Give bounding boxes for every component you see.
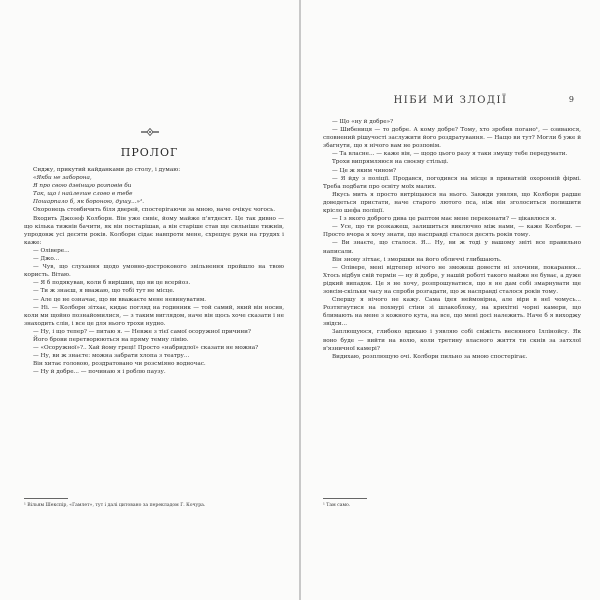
paragraph: — Чув, що слухання щодо умовно-дострокового звільнення пройшло на твою користь. Вітаю. [24,264,284,279]
left-page [0,0,299,600]
chapter-title: ПРОЛОГ [120,146,179,159]
page-number: 9 [568,95,574,104]
paragraph: Якусь мить я просто витріщаюся на нього. Завжди уявляв, що Колборн радше доведеться пристати, наче старого лютого пса, ніж він зголоситься полишити крісло шефа поліції. [323,191,581,215]
paragraph: — Олівере... [33,247,70,254]
paragraph: — Ні. — Колборн зітхає, кидає погляд на годинник — той самий, який він носив, коли ми щойно познайомилися, — з таким виглядом, наче він щось хоче сказати і не знаходить слів, і все це для нього трохи нудно. [24,304,284,327]
ornament-icon [141,128,159,136]
verse-line: «Якби не заборона, [33,175,92,182]
verse-line: Пошарпало б, як бороною, душу...»¹. [33,199,145,206]
footnote: ¹ Вільям Шекспір, «Гамлет», тут і далі цитовано за перекладом Г. Кочура. [24,503,206,508]
paragraph: — «Осоружної»?.. Хай йому греці! Просто «набридлої» сказати не можна? [33,345,259,352]
paragraph: — Я йду з поліції. Продався, погодився на місце в приватній охоронній фірмі. Треба подбати про освіту моїх малих. [323,175,581,190]
footnote-rule [323,498,367,499]
paragraph: Входить Джозеф Колборн. Він уже сивіє, йому майже п'ятдесят. Це так дивно — що кілька тижнів бачити, як він постарішав, а він старіше став ще сильніше тижнів, упродовж усі десяти років. Колборн сідає навпроти мене, схрещує руки на грудях і каже: [24,215,284,246]
paragraph: — Ну, ви ж знаєте: можна забрати хлопа з театру... [33,353,190,360]
chapter-ornament [0,128,299,136]
paragraph: — Я б подякував, коли б вирішив, що ви це всерйоз. [33,280,191,287]
paragraph: Видихаю, розплющую очі. Колборн пильно за мною спостерігає. [332,353,528,360]
paragraph: Трохи випрямляюся на своєму стільці. [332,159,449,166]
paragraph: — Олівере, мені відтепер нічого не зможеш довести ні злочини, покарання... Хтось відбув свій термін — ну й добре, у нашій роботі такого майже не буває, а дуже рідкий випадок. Це я не хочу, розпрошуватися, що я не дам собі змарнувати ще зовсім-скільки часу на спроби розгадати, що ж насправді сталося років тому. [323,264,581,295]
paragraph: — Та власне... — каже він, — щодо цього разу я таки змушу тебе передумати. [332,151,568,158]
paragraph: Він знову зітхає, і зморшки на його обличчі глибшають. [332,256,502,263]
verse-line: Я про свою дзвінщю розповів би [33,183,132,190]
paragraph: — Усе, що ти розкажеш, залишиться виключно між нами, — каже Колборн. — Просто вчора я хочу знати, що насправді сталося десять років тому. [323,224,581,239]
paragraph: — Це ж яким чином? [332,167,397,174]
verse-line: Так, що і найлегше слово в тебе [33,191,133,198]
footnote-rule [24,498,68,499]
paragraph: — Що «ну й добре»? [332,119,394,125]
right-page [301,0,600,600]
paragraph: Спершу я нічого не кажу. Сама ідея неймовірна, але віри в неї чомусь... Розтягнутися на похмурі стіни зі шлакоблоку, на крихітні чорні камери, що блимають на мене з кожного кута, на все, що мені досі належить. Наче б я виходжу звідси... [323,297,581,328]
left-page-body [24,166,284,376]
paragraph: — Ви знаєте, що сталося. Я... Ну, ви ж тоді у вашому звіті все правильно написали. [323,240,581,255]
paragraph: — Ти ж знаєш, я вважаю, що тобі тут не місце. [33,288,175,295]
paragraph: Він хитає головою, роздратовано чи розсміяно водночас. [33,361,206,368]
paragraph: — Шибениця — то добре. А кому добре? Тому, хто зробив погано¹, — озиваюся, сповнений рішучості заслужити його роздратування. — Нащо ви тут? Могли б уже й збагнути, що я нічого вам не розповім. [323,127,581,150]
paragraph: Його брови перетворюються на пряму темну лінію. [33,336,189,343]
paragraph: — Ну, і що тепер? — питаю я. — Невже з тієї самої осоружної причини? [33,328,251,335]
paragraph: — Ну й добре... — починаю я і роблю паузу. [33,369,166,376]
right-page-body [323,118,581,361]
running-head: НІБИ МИ ЗЛОДІЇ [393,95,508,106]
paragraph: Сиджу, прикутий кайданками до столу, і думаю: [33,167,181,173]
paragraph: Охоронець стовбичить біля дверей, спостерігаючи за мною, наче очікує чогось. [33,207,276,214]
footnote: ¹ Там само. [323,503,351,508]
paragraph: — Джо... [33,256,60,263]
paragraph: — Але це не означає, що ви вважаєте мене невинуватим. [33,296,207,303]
paragraph: — І з якого доброго дива це раптом має мене переконати? — цікавлюся я. [332,216,557,223]
paragraph: Заплющуюся, глибоко вдихаю і уявляю собі свіжість весняного Іллінойсу. Як воно буде — вийти на волю, коли третину власного життя ти скнів за затхлої в'язничної камері? [323,329,581,352]
